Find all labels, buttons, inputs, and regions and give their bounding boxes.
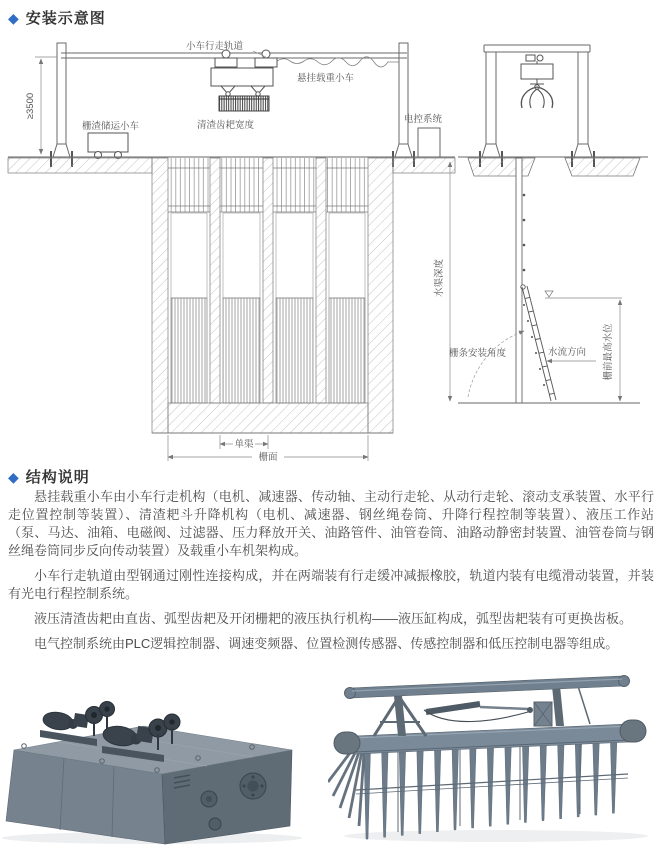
rake-teeth bbox=[364, 741, 617, 840]
side-dimensions bbox=[450, 162, 622, 401]
label-cart: 栅渣储运小车 bbox=[82, 121, 140, 132]
paragraph-rake-structure: 液压清渣齿耙由直齿、弧型齿耙及开闭栅耙的液压执行机构——液压缸构成，弧型齿耙装有可更换齿板。 bbox=[34, 611, 633, 626]
diamond-icon: ◆ bbox=[8, 468, 19, 485]
label-max-level: 栅前最高水位 bbox=[603, 323, 614, 381]
hoist-and-grab bbox=[521, 55, 553, 108]
suspended-trolley bbox=[211, 50, 277, 96]
label-channel-depth: 水渠深度 bbox=[434, 258, 445, 298]
label-single-channel: 单渠 bbox=[234, 439, 254, 450]
section-header-structure bbox=[8, 466, 90, 487]
label-screen-face: 栅面 bbox=[258, 452, 278, 463]
paragraph-electric-structure: 电气控制系统由PLC逻辑控制器、调速变频器、位置检测传感器、传感控制器和低压控制电器等组成。 bbox=[34, 636, 619, 651]
label-bar-angle: 栅条安装角度 bbox=[449, 348, 507, 359]
structure-description bbox=[8, 488, 654, 660]
label-rail: 小车行走轨道 bbox=[186, 41, 244, 52]
control-cabinet bbox=[418, 128, 440, 157]
slag-cart bbox=[88, 133, 128, 159]
inclined-bar-screen bbox=[521, 285, 556, 401]
install-section-title: 安装示意图 bbox=[25, 10, 106, 27]
fan-tines bbox=[328, 745, 364, 826]
left-mast bbox=[51, 43, 72, 167]
cleaning-rake-photo bbox=[328, 650, 658, 847]
label-flow-dir: 水流方向 bbox=[548, 347, 587, 358]
paragraph-rail-structure: 小车行走轨道由型钢通过刚性连接构成，并在两端装有行走缓冲减振橡胶，轨道内装有电缆滑动装置，并装有光电行程控制系统。 bbox=[8, 568, 654, 601]
paragraph-trolley-structure: 悬挂载重小车由小车行走机构（电机、减速器、传动轴、主动行走轮、从动行走轮、滚动支承装置、水平行走位置控制等装置）、清渣耙斗升降机构（电机、减速器、钢丝绳卷筒、升降行程控制等装置）、液压工作站（泵、马达、油箱、电磁阀、过滤器、压力释放开关、油路管件、油管卷筒、油路动静密封装置、油管卷筒与钢丝绳卷筒同步反向传动装置）及载重小车机架构成。 bbox=[8, 489, 654, 558]
diamond-icon: ◆ bbox=[8, 9, 19, 26]
label-control: 电控系统 bbox=[404, 114, 443, 125]
cleaning-rake bbox=[219, 96, 269, 111]
structure-section-title: 结构说明 bbox=[25, 469, 90, 486]
label-trolley: 悬挂载重小车 bbox=[297, 73, 355, 84]
front-view bbox=[8, 43, 455, 461]
suspended-trolley-photo bbox=[2, 658, 328, 845]
label-height-dim: ≥3500 bbox=[25, 92, 36, 120]
trolley-rail bbox=[61, 53, 407, 58]
label-rake-width: 清渣齿耙宽度 bbox=[197, 120, 255, 131]
side-channel bbox=[458, 157, 648, 403]
rake-top-tube bbox=[350, 676, 624, 698]
